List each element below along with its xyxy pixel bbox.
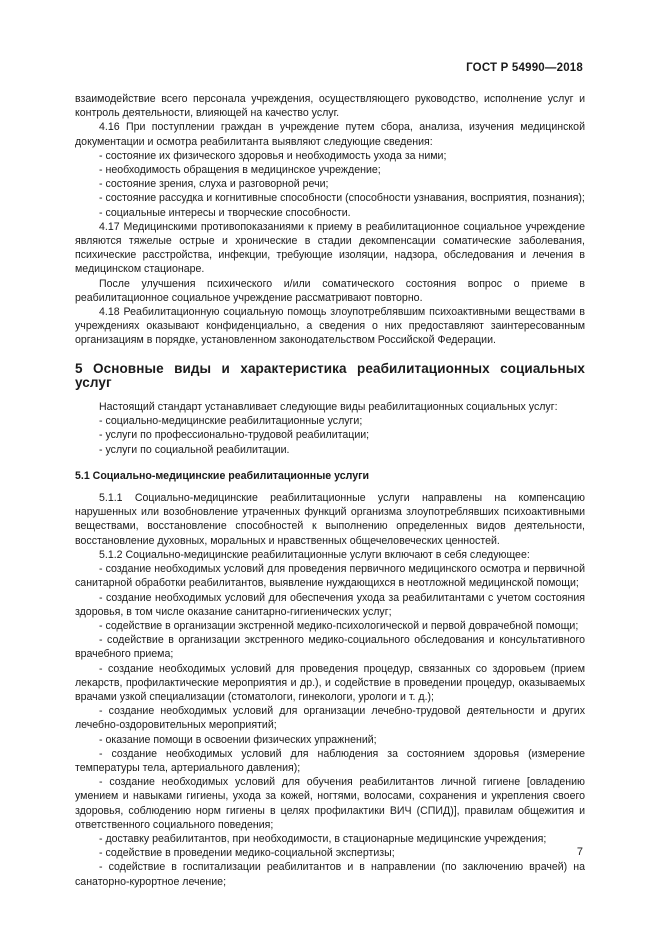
list-item: - состояние их физического здоровья и необходимость ухода за ними;: [99, 149, 447, 162]
paragraph: 5.1.1 Социально-медицинские реабилитационные услуги направлены на компенсацию нарушенных или возобновление утраченных функций организма злоупотреблявших психоактивными веществами, восстановление способностей к выполнению определенных видов деятельности, восстановление духовных, моральных и нравственных общечеловеческих ценностей.: [75, 492, 585, 547]
list-item: - создание необходимых условий для организации лечебно-трудовой деятельности и других лечебно-оздоровительных мероприятий;: [75, 705, 585, 732]
list-item: - создание необходимых условий для обучения реабилитантов личной гигиене [овладению умением и навыками гигиены, ухода за кожей, ногтями, волосами, сохранения и укрепления своего здоровья, соблюдению норм гигиены в целях профилактики ВИЧ (СПИД)], правилам общежития и ответственного социального поведения;: [75, 776, 585, 831]
list-item: - оказание помощи в освоении физических упражнений;: [99, 733, 377, 746]
list-item: - создание необходимых условий для обеспечения ухода за реабилитантами с учетом состояния здоровья, в том числе оказание санитарно-гигиенических услуг;: [75, 591, 585, 618]
paragraph: 5.1.2 Социально-медицинские реабилитационные услуги включают в себя следующее:: [99, 548, 530, 561]
paragraph: Настоящий стандарт устанавливает следующие виды реабилитационных социальных услуг:: [99, 401, 558, 414]
list-item: - социально-медицинские реабилитационные услуги;: [99, 415, 363, 428]
list-item: - содействие в проведении медико-социальной экспертизы;: [99, 847, 395, 860]
list-item: - услуги по профессионально-трудовой реабилитации;: [99, 429, 370, 442]
list-item: - создание необходимых условий для проведения первичного медицинского осмотра и первичной санитарной обработки реабилитантов, выявление нуждающихся в неотложной медицинской помощи;: [75, 563, 585, 590]
page-number: 7: [576, 846, 583, 858]
list-item: - состояние зрения, слуха и разговорной речи;: [99, 178, 329, 191]
list-item: - содействие в организации экстренного медико-социального обследования и консультативного врачебного приема;: [75, 634, 585, 661]
list-item: - создание необходимых условий для наблюдения за состоянием здоровья (измерение температуры тела, артериального давления);: [75, 747, 585, 774]
subsection-heading: 5.1 Социально-медицинские реабилитационные услуги: [75, 469, 370, 482]
list-item: - социальные интересы и творческие способности.: [99, 206, 351, 219]
paragraph: взаимодействие всего персонала учреждения, осуществляющего руководство, исполнение услуг и контроль деятельности, влияющей на качество услуг.: [75, 93, 585, 120]
paragraph: 4.18 Реабилитационную социальную помощь злоупотреблявшим психоактивными веществами в учреждениях оказывают конфиденциально, а сведения о них предоставляют заинтересованным организациям в порядке, установленном законодательством Российской Федерации.: [75, 306, 585, 347]
list-item: - создание необходимых условий для проведения процедур, связанных со здоровьем (прием лекарств, профилактические мероприятия и др.), и содействие в проведении процедур, оказываемых врачами узкой специализации (стоматологи, гинекологи, урологи и т. д.);: [75, 662, 585, 703]
list-item: - необходимость обращения в медицинское учреждение;: [99, 164, 381, 177]
paragraph: 4.16 При поступлении граждан в учреждение путем сбора, анализа, изучения медицинской документации и осмотра реабилитанта выявляют следующие сведения:: [75, 121, 585, 148]
standard-header: ГОСТ Р 54990—2018: [466, 62, 583, 74]
list-item: - доставку реабилитантов, при необходимости, в стационарные медицинские учреждения;: [99, 832, 547, 845]
paragraph: 4.17 Медицинскими противопоказаниями к приему в реабилитационное социальное учреждение являются тяжелые острые и хронические в стадии декомпенсации соматические заболевания, психические расстройства, инфекции, требующие изоляции, надзора, обследования и лечения в медицинском стационаре.: [75, 220, 585, 276]
list-item: - содействие в госпитализации реабилитантов и в направлении (по заключению врачей) на санаторно-курортное лечение;: [75, 861, 585, 888]
list-item: - услуги по социальной реабилитации.: [99, 443, 290, 456]
list-item: - содействие в организации экстренной медико-психологической и первой доврачебной помощи;: [99, 619, 579, 632]
list-item: - состояние рассудка и когнитивные способности (способности узнавания, восприятия, познания);: [99, 192, 585, 205]
section-heading: 5 Основные виды и характеристика реабилитационных социальных услуг: [75, 360, 585, 390]
paragraph: После улучшения психического и/или соматического состояния вопрос о приеме в реабилитационное социальное учреждение рассматривают повторно.: [75, 277, 585, 304]
document-body: [75, 92, 585, 889]
